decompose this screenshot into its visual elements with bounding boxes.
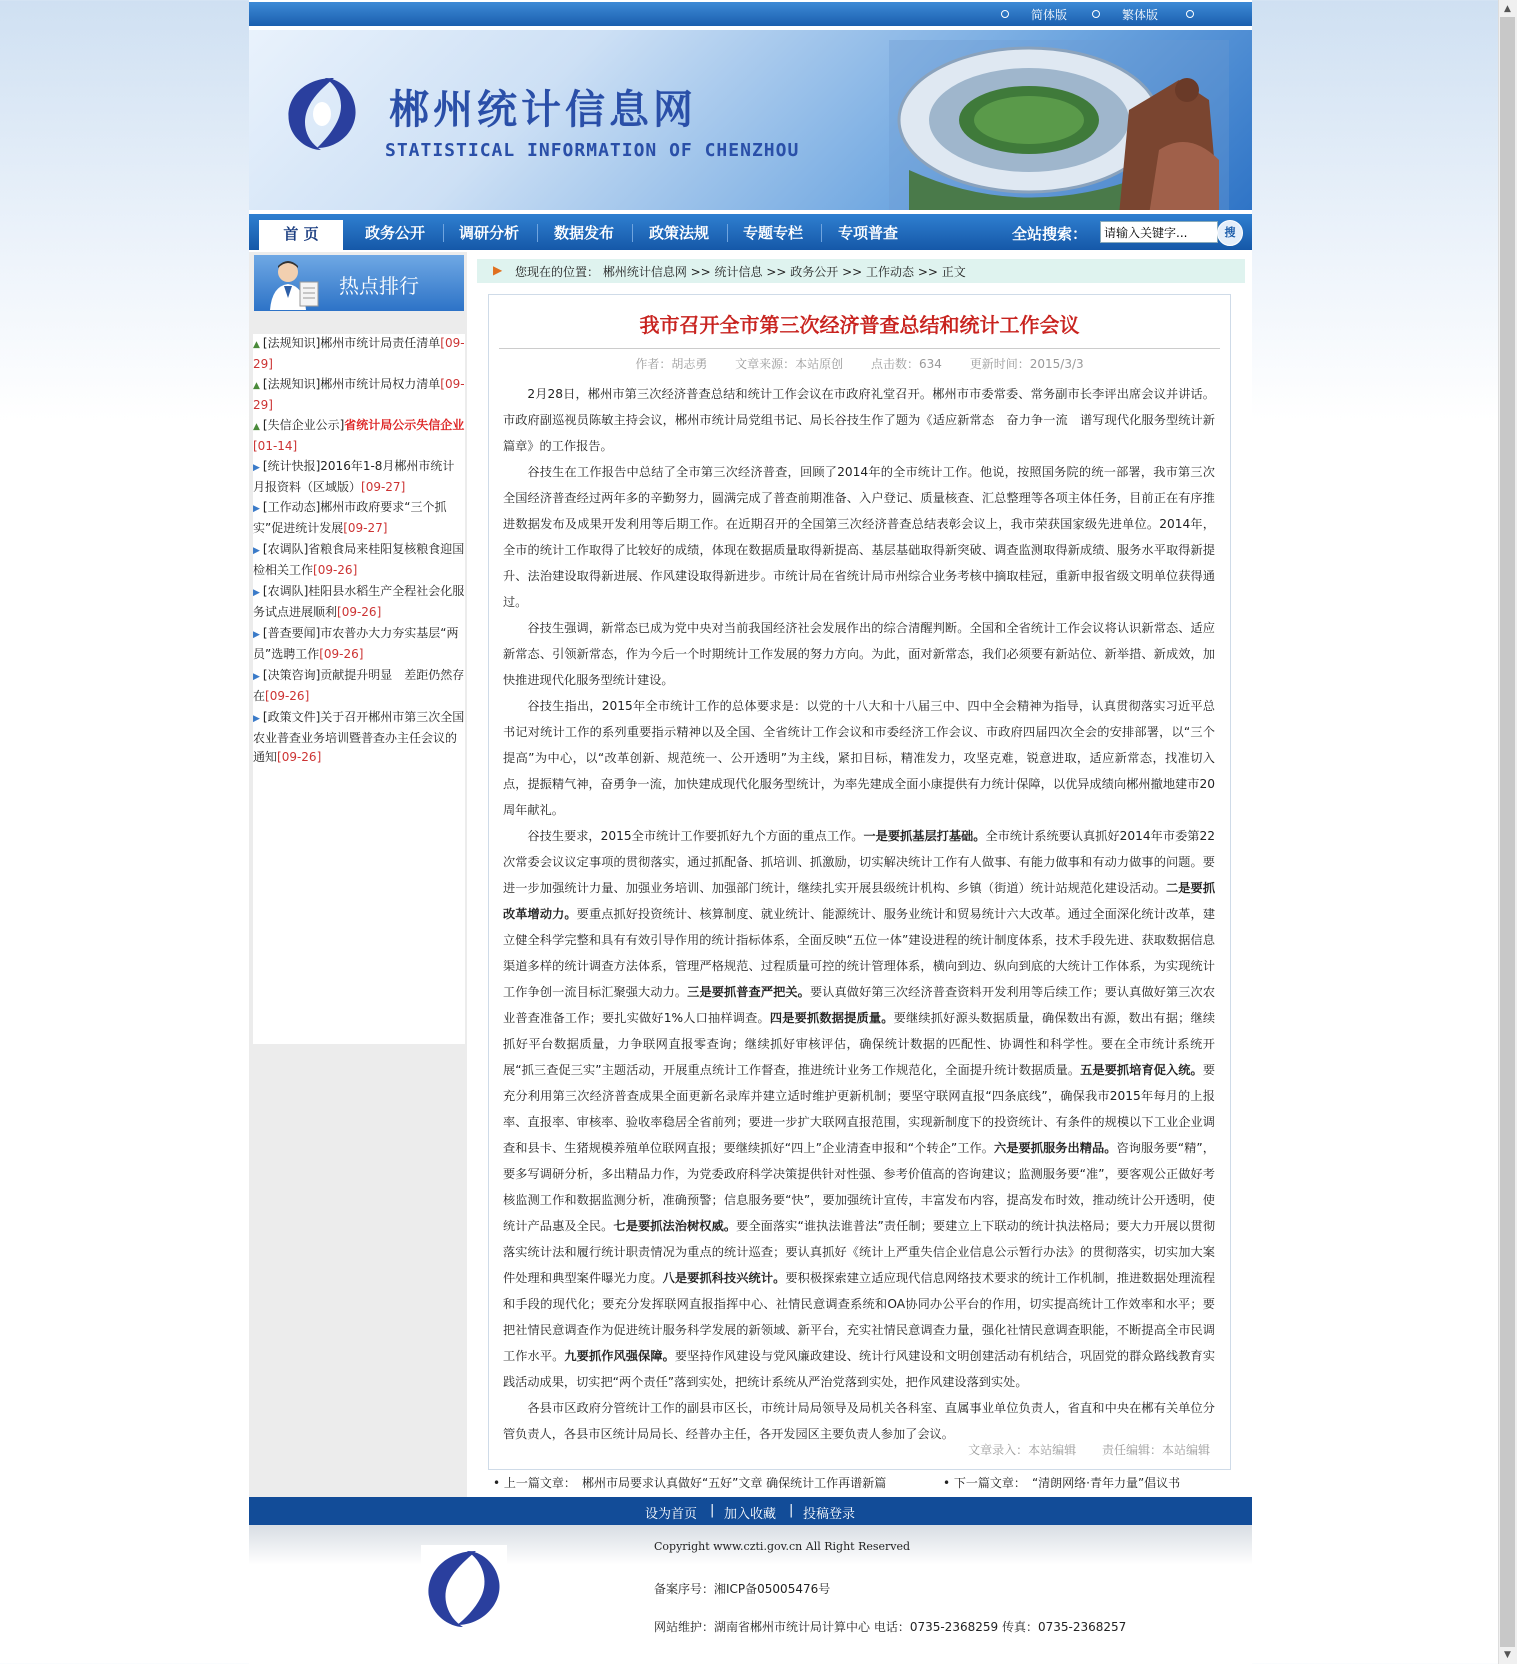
article-clicks: 点击数：634 (871, 357, 942, 371)
bold-phrase: 五是要抓培育促入统。 (1080, 1063, 1203, 1077)
arrow-up-icon: ▲ (253, 381, 260, 391)
article-paragraph: 谷技生强调，新常态已成为党中央对当前我国经济社会发展作出的综合清醒判断。全国和全省统计工作会议将认识新常态、适应新常态、引领新常态，作为今后一个时期统计工作发展的努力方向。为此，面对新常态，我们必须要有新站位、新举措、新成效，加快推进现代化服务型统计建设。 (503, 621, 1215, 687)
nav-home[interactable]: 首 页 (259, 220, 343, 250)
article-paragraph: 谷技生指出，2015年全市统计工作的总体要求是：以党的十八大和十八届三中、四中全会精神为指导，认真贯彻落实习近平总书记对统计工作的系列重要指示精神以及全国、全省统计工作会议和市委经济工作会议、市政府四届四次全会的安排部署，以“三个提高”为中心，以“改革创新、规范统一、公开透明”为主线，紧扣目标，精准发力，攻坚克难，锐意进取，适应新常态，找准切入点，提振精气神，奋勇争一流，加快建成现代化服务型统计，为率先建成全面小康提供有力统计保障，以优异成绩向郴州撤地建市20周年献礼。 (503, 699, 1215, 817)
bullet-icon (1186, 10, 1194, 18)
list-item[interactable]: ▶ [政策文件]关于召开郴州市第三次全国农业普查业务培训暨普查办主任会议的通知[09-26] (253, 710, 465, 764)
page-container (249, 0, 1252, 1664)
hot-ranking-list (253, 334, 465, 1044)
bold-phrase: 一是要抓基层打基础。 (863, 829, 986, 843)
list-item[interactable]: ▲ [法规知识]郴州市统计局责任清单[09-29] (253, 336, 465, 371)
nav-separator (727, 224, 728, 242)
search-label: 全站搜索： (1012, 225, 1088, 243)
article-editors (946, 1441, 1210, 1458)
arrow-right-icon: ▶ (253, 463, 260, 473)
article-body (503, 381, 1215, 1447)
list-item[interactable]: ▶ [普查要闻]市农普办大力夯实基层“两员”选聘工作[09-26] (253, 626, 459, 661)
footer-separator: | (710, 1503, 715, 1518)
arrow-right-icon: ▶ (253, 630, 260, 640)
bullet-icon (1092, 10, 1100, 18)
list-item[interactable]: ▲ [失信企业公示]省统计局公示失信企业[01-14] (253, 418, 465, 453)
maintainer-text: 网站维护：湖南省郴州市统计局计算中心 电话：0735-2368259 传真：0735-2368257 (654, 1620, 1127, 1634)
site-subtitle: STATISTICAL INFORMATION OF CHENZHOU (385, 140, 800, 161)
article-paragraph: 谷技生在工作报告中总结了全市第三次经济普查，回顾了2014年的全市统计工作。他说，按照国务院的统一部署，我市第三次全国经济普查经过两年多的辛勤努力，圆满完成了普查前期准备、入户登记、质量核查、汇总整理等各项主体任务，目前正在有序推进数据发布及成果开发利用等后期工作。在近期召开的全国第三次经济普查总结表彰会议上，我市荣获国家级先进单位。2014年，全市的统计工作取得了比较好的成绩，体现在数据质量取得新提高、基层基础取得新突破、调查监测取得新成绩、服务水平取得新提升、法治建设取得新进展、作风建设取得新进步。市统计局在省统计局市州综合业务考核中摘取桂冠，重新申报省级文明单位获得通过。 (503, 465, 1215, 609)
search-button[interactable]: 搜 (1217, 220, 1243, 246)
person-icon (264, 258, 324, 310)
title-divider (499, 348, 1220, 349)
footer-separator: | (789, 1503, 794, 1518)
scroll-up-icon[interactable]: ▲ (1504, 4, 1511, 14)
breadcrumb-text[interactable]: 您现在的位置： 郴州统计信息网 >> 统计信息 >> 政务公开 >> 工作动态 >> 正文 (515, 265, 966, 279)
top-bar (249, 2, 1252, 26)
article-source: 文章来源：本站原创 (735, 357, 844, 371)
footer-nav (249, 1497, 1252, 1525)
list-item[interactable]: ▲ [法规知识]郴州市统计局权力清单[09-29] (253, 377, 465, 412)
list-item[interactable]: ▶ [农调队]省粮食局来桂阳复核粮食迎国检相关工作[09-26] (253, 542, 465, 577)
copyright-text: Copyright www.czti.gov.cn All Right Reserved (654, 1540, 911, 1553)
footer-logo-icon (421, 1545, 507, 1631)
bold-phrase: 七是要抓法治树权威。 (613, 1219, 737, 1233)
bold-phrase: 八是要抓科技兴统计。 (662, 1271, 786, 1285)
bold-phrase: 四是要抓数据提质量。 (769, 1011, 894, 1025)
article-paragraph: 2月28日，郴州市第三次经济普查总结和统计工作会议在市政府礼堂召开。郴州市市委常委、常务副市长李评出席会议并讲话。市政府副巡视员陈敏主持会议，郴州市统计局党组书记、局长谷技生作了题为《适应新常态 奋力争一流 谱写现代化服务型统计新篇章》的工作报告。 (503, 387, 1215, 453)
arrow-right-icon: ▶ (253, 504, 260, 514)
footer (249, 1525, 1252, 1650)
bold-phrase: 九要抓作风强保障。 (564, 1349, 675, 1363)
article-panel (488, 294, 1231, 1470)
article-updated: 更新时间：2015/3/3 (969, 357, 1084, 371)
list-item[interactable]: ▶ [农调队]桂阳县水稻生产全程社会化服务试点进展顺利[09-26] (253, 584, 465, 619)
nav-policy[interactable]: 政策法规 (649, 224, 710, 242)
nav-separator (443, 224, 444, 242)
article-meta (489, 355, 1230, 372)
article-title: 我市召开全市第三次经济普查总结和统计工作会议 (639, 313, 1080, 337)
bold-phrase: 六是要抓服务出精品。 (994, 1141, 1117, 1155)
nav-research[interactable]: 调研分析 (459, 224, 520, 242)
submit-login-link[interactable]: 投稿登录 (803, 1507, 856, 1522)
add-favorite-link[interactable]: 加入收藏 (724, 1507, 777, 1522)
arrow-right-icon: ▶ (253, 714, 260, 724)
search-input[interactable] (1100, 221, 1218, 243)
site-title: 郴州统计信息网 (389, 87, 697, 133)
breadcrumb-arrow-icon: ▶ (493, 263, 503, 277)
traditional-link[interactable]: 繁体版 (1122, 8, 1159, 22)
simplified-link[interactable]: 简体版 (1031, 8, 1068, 22)
main-nav (249, 214, 1252, 250)
set-homepage-link[interactable]: 设为首页 (645, 1507, 698, 1522)
scroll-down-icon[interactable]: ▼ (1504, 1650, 1511, 1660)
arrow-up-icon: ▲ (253, 340, 260, 350)
entry-editor: 文章录入：本站编辑 (968, 1443, 1077, 1457)
article-paragraph: 各县市区政府分管统计工作的副县市区长，市统计局局领导及局机关各科室、直属事业单位负责人，省直和中央在郴有关单位分管负责人，各县市区统计局局长、经普办主任，各开发园区主要负责人参加了会议。 (503, 1401, 1215, 1441)
prev-article[interactable]: • 上一篇文章： 郴州市局要求认真做好“五好”文章 确保统计工作再谱新篇 (493, 1476, 887, 1490)
arrow-right-icon: ▶ (253, 546, 260, 556)
arrow-right-icon: ▶ (253, 588, 260, 598)
bold-phrase: 三是要抓普查严把关。 (687, 985, 810, 999)
hot-ranking-title: 热点排行 (339, 274, 419, 298)
next-article[interactable]: • 下一篇文章： “清朗网络·青年力量”倡议书 (943, 1476, 1181, 1490)
icp-text: 备案序号：湘ICP备05005476号 (654, 1582, 831, 1596)
sidebar (249, 252, 467, 1497)
bullet-icon (1001, 10, 1009, 18)
scrollbar-thumb[interactable] (1500, 17, 1515, 1647)
site-logo-icon (279, 70, 365, 156)
list-item[interactable]: ▶ [工作动态]郴州市政府要求“三个抓实”促进统计发展[09-27] (253, 500, 447, 535)
bold-phrase: 二是要抓改革增动力。 (503, 881, 1216, 921)
nav-special-topics[interactable]: 专题专栏 (743, 224, 804, 242)
arrow-up-icon: ▲ (253, 422, 260, 432)
list-item[interactable]: ▶ [统计快报]2016年1-8月郴州市统计月报资料（区域版）[09-27] (253, 459, 455, 494)
nav-separator (632, 224, 633, 242)
site-banner (249, 30, 1252, 210)
nav-data-release[interactable]: 数据发布 (554, 224, 615, 242)
nav-census[interactable]: 专项普查 (838, 224, 899, 242)
arrow-right-icon: ▶ (253, 672, 260, 682)
nav-separator (821, 224, 822, 242)
breadcrumb (477, 259, 1245, 283)
hot-ranking-header (254, 255, 464, 311)
stadium-image (889, 40, 1229, 210)
responsible-editor: 责任编辑：本站编辑 (1101, 1443, 1210, 1457)
article-author: 作者：胡志勇 (635, 357, 708, 371)
nav-separator (537, 224, 538, 242)
list-item[interactable]: ▶ [决策咨询]贡献提升明显 差距仍然存在[09-26] (253, 668, 465, 703)
nav-government-affairs[interactable]: 政务公开 (365, 224, 426, 242)
article-paragraph: 谷技生要求，2015全市统计工作要抓好九个方面的重点工作。一是要抓基层打基础。全市统计系统要认真抓好2014年市委第22次常委会议议定事项的贯彻落实，通过抓配备、抓培训、抓激励，切实解决统计工作有人做事、有能力做事和有动力做事的问题。要进一步加强统计力量、加强业务培训、加强部门统计，继续扎实开展县级统计机构、乡镇（街道）统计站规范化建设活动。二是要抓改革增动力。要重点抓好投资统计、核算制度、就业统计、能源统计、服务业统计和贸易统计六大改革。通过全面深化统计改革，建立健全科学完整和具有有效引导作用的统计指标体系，全面反映“五位一体”建设进程的统计制度体系，技术手段先进、获取数据信息渠道多样的统计调查方法体系，管理严格规范、过程质量可控的统计管理体系，横向到边、纵向到底的大统计工作体系，为实现统计工作争创一流目标汇聚强大动力。三是要抓普查严把关。要认真做好第三次经济普查资料开发利用等后续工作；要认真做好第三次农业普查准备工作；要扎实做好1%人口抽样调查。四是要抓数据提质量。要继续抓好源头数据质量，确保数出有源，数出有据；继续抓好平台数据质量，力争联网直报零查询；继续抓好审核评估，确保统计数据的匹配性、协调性和科学性。要在全市统计系统开展“抓三查促三实”主题活动，开展重点统计工作督查，推进统计业务工作规范化，全面提升统计数据质量。五是要抓培育促入统。要充分利用第三次经济普查成果全面更新名录库并建立适时维护更新机制；要坚守联网直报“四条底线”，确保我市2015年每月的上报率、直报率、审核率、验收率稳居全省前列；要进一步扩大联网直报范围，实现新制度下的投资统计、有条件的规模以下工业企业调查和县卡、生猪规模养殖单位联网直报；要继续抓好“四上”企业清查申报和“个转企”工作。六是要抓服务出精品。咨询服务要“精”，要多写调研分析，多出精品力作，为党委政府科学决策提供针对性强、参考价值高的咨询建议；监测服务要“准”，要客观公正做好考核监测工作和数据监测分析，准确预警；信息服务要“快”，要加强统计宣传，丰富发布内容，提高发布时效，推动统计公开透明，使统计产品惠及全民。七是要抓法治树权威。要全面落实“谁执法谁普法”责任制；要建立上下联动的统计执法格局；要大力开展以贯彻落实统计法和履行统计职责情况为重点的统计巡查；要认真抓好《统计上严重失信企业信息公示暂行办法》的贯彻落实，切实加大案件处理和典型案件曝光力度。八是要抓科技兴统计。要积极探索建立适应现代信息网络技术要求的统计工作机制，推进数据处理流程和手段的现代化；要充分发挥联网直报指挥中心、社情民意调查系统和OA协同办公平台的作用，切实提高统计工作效率和水平；要把社情民意调查作为促进统计服务科学发展的新领域、新平台，充实社情民意调查力量，强化社情民意调查职能，不断提高全市民调工作水平。九要抓作风强保障。要坚持作风建设与党风廉政建设、统计行风建设和文明创建活动有机结合，巩固党的群众路线教育实践活动成果，切实把“两个责任”落到实处，把统计系统从严治党落到实处，把作风建设落到实处。 (503, 829, 1216, 1389)
